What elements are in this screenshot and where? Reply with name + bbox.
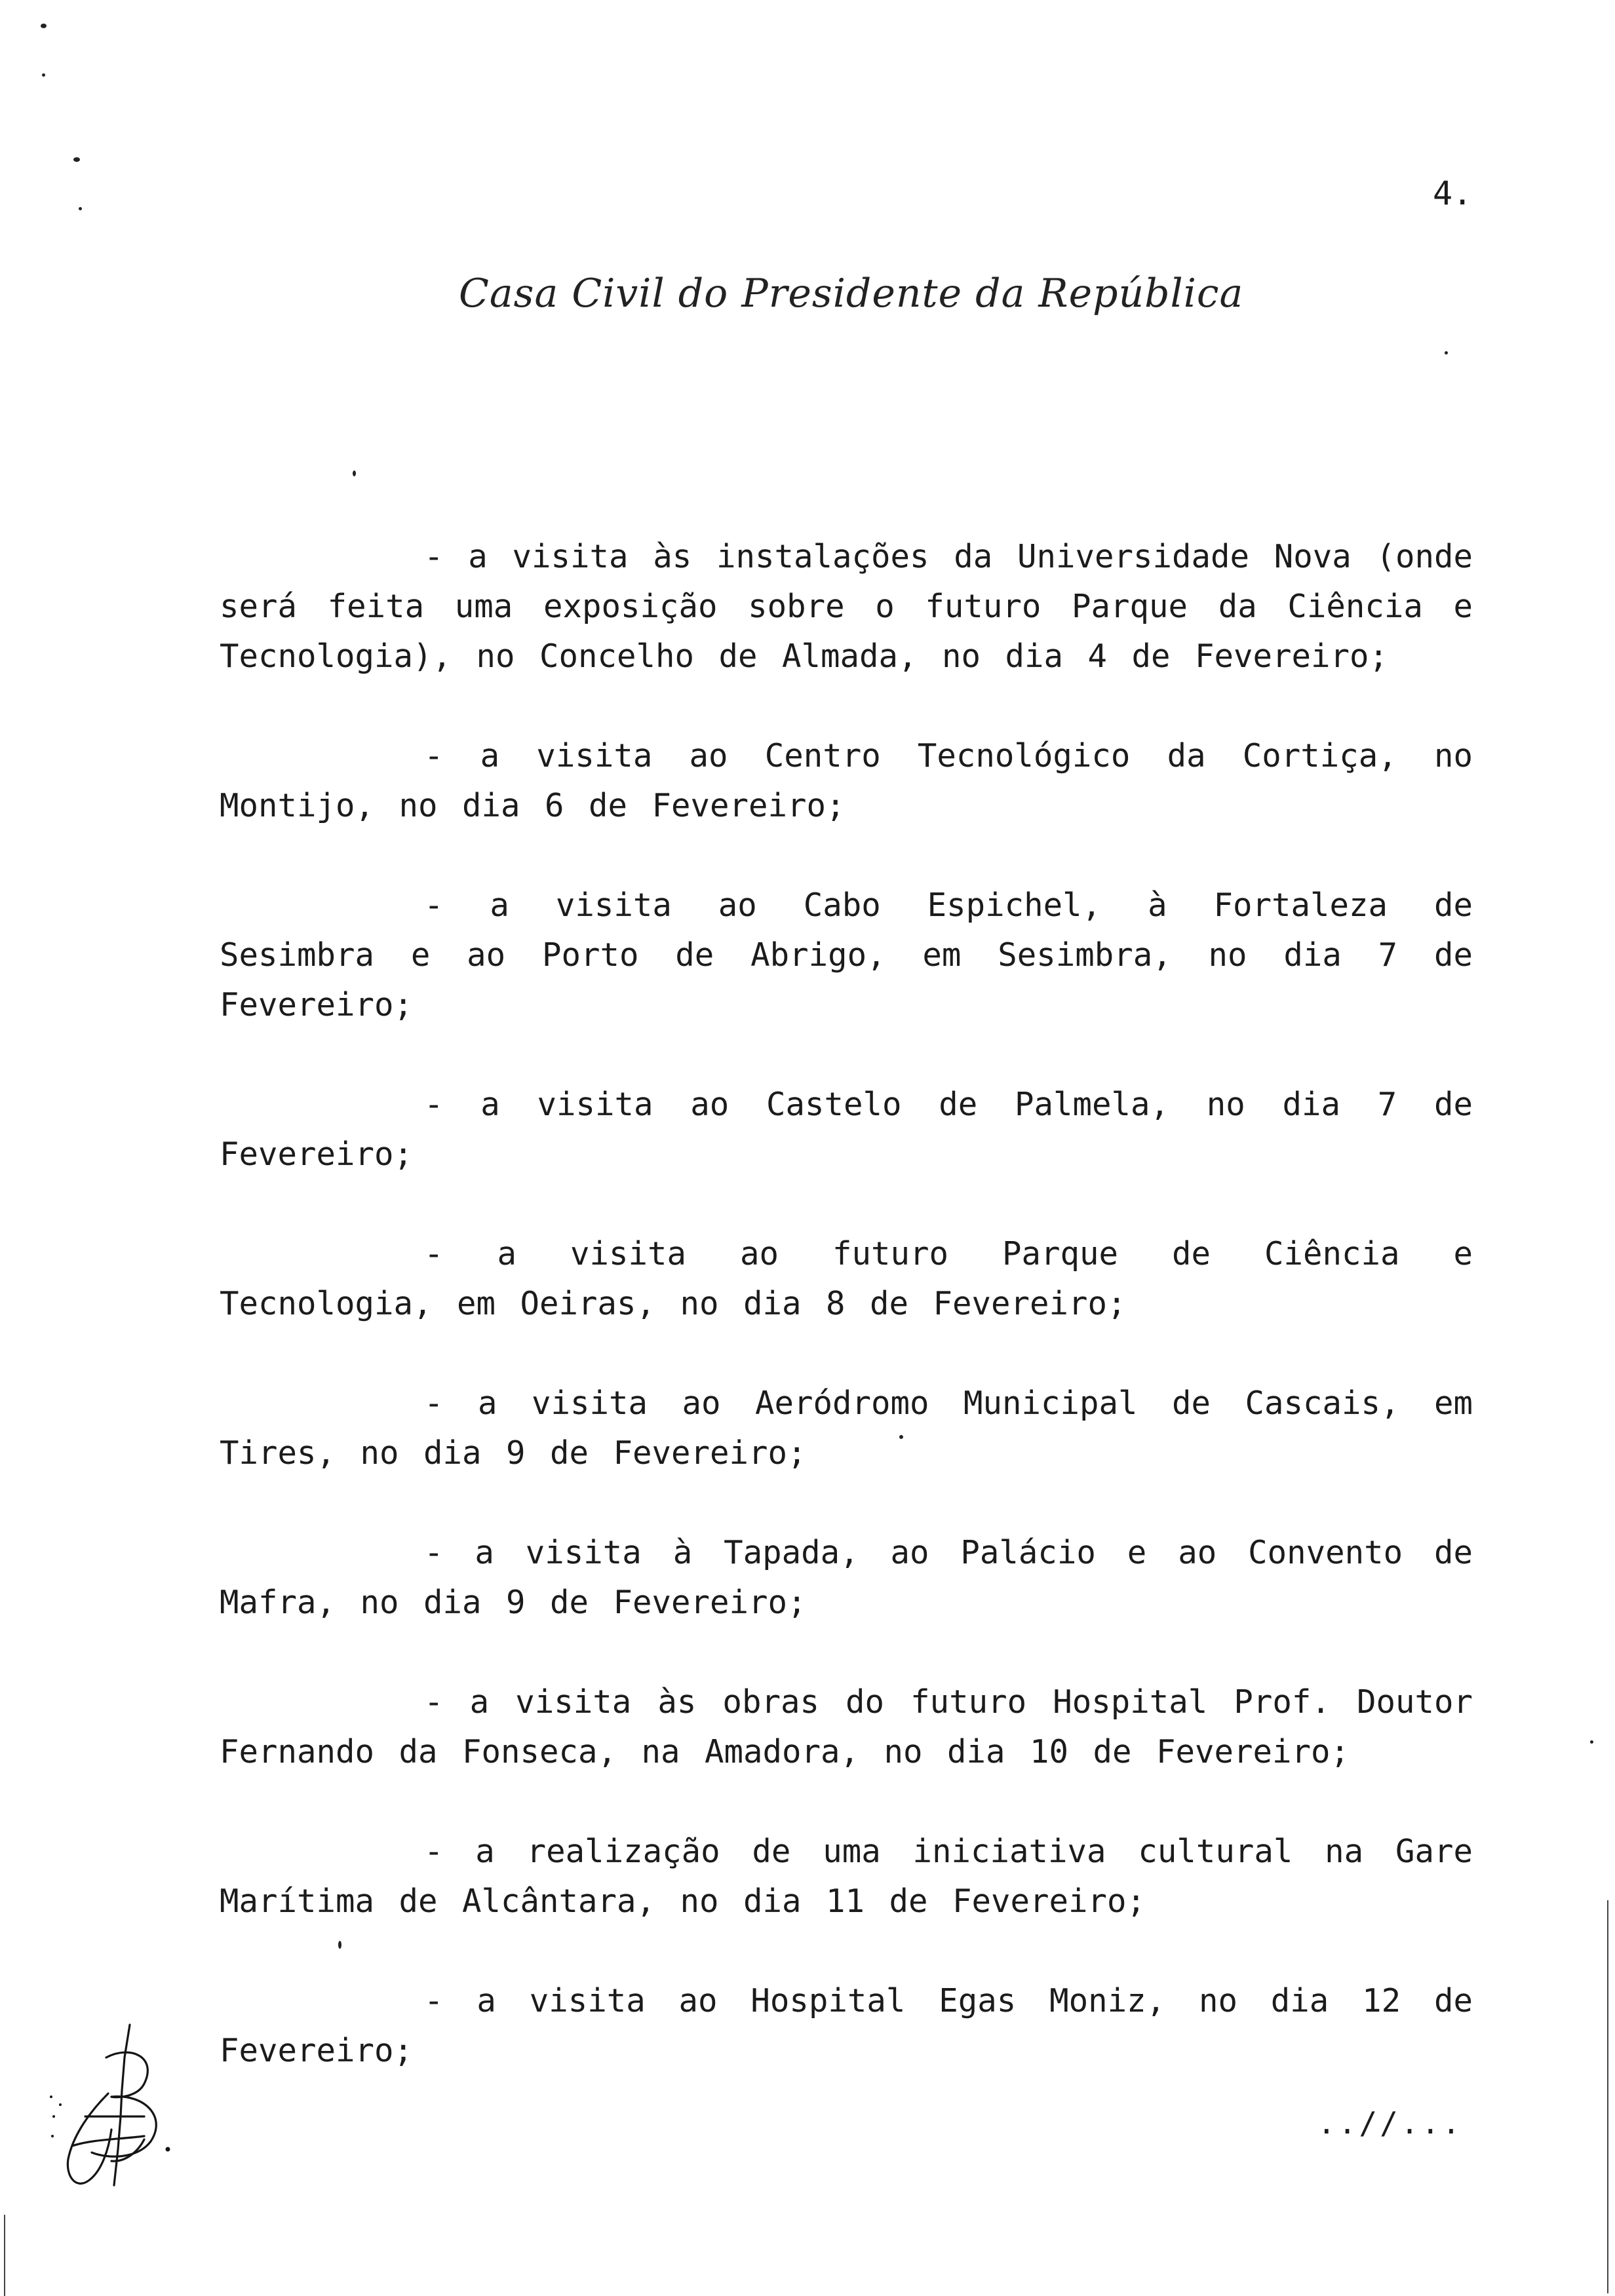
list-item: - a realização de uma iniciativa cultural na Gare Marítima de Alcântara, no dia 11 de Fevereiro;: [220, 1833, 1473, 1920]
list-item: - a visita ao futuro Parque de Ciência e Tecnologia, em Oeiras, no dia 8 de Fevereiro;: [220, 1235, 1473, 1322]
list-item: - a visita ao Centro Tecnológico da Cortiça, no Montijo, no dia 6 de Fevereiro;: [220, 737, 1473, 824]
list-item: - a visita à Tapada, ao Palácio e ao Convento de Mafra, no dia 9 de Fevereiro;: [220, 1534, 1473, 1621]
list-item: - a visita ao Castelo de Palmela, no dia 7 de Fevereiro;: [220, 1086, 1473, 1173]
list-item: - a visita às instalações da Universidade Nova (onde será feita uma exposição sobre o futuro Parque da Ciência e Tecnologia), no Concelho de Almada, no dia 4 de Fevereiro;: [220, 538, 1473, 675]
visit-list: [220, 532, 1473, 2076]
continuation-mark: ..//...: [1317, 2105, 1463, 2141]
scan-speck: [79, 207, 82, 210]
scan-speck: [1590, 1740, 1593, 1744]
scan-speck: [353, 470, 356, 476]
letterhead-title: Casa Civil do Presidente da República: [459, 271, 1244, 316]
list-item: - a visita às obras do futuro Hospital Prof. Doutor Fernando da Fonseca, na Amadora, no dia 10 de Fevereiro;: [220, 1683, 1473, 1770]
scan-speck: [1445, 351, 1448, 354]
scan-speck: [42, 73, 45, 77]
list-item: - a visita ao Cabo Espichel, à Fortaleza de Sesimbra e ao Porto de Abrigo, em Sesimbra, no dia 7 de Fevereiro;: [220, 887, 1473, 1024]
handwritten-signature: [46, 2018, 177, 2195]
page-number: 4.: [1433, 174, 1473, 212]
scan-speck: [73, 157, 80, 162]
list-item: - a visita ao Aeródromo Municipal de Cascais, em Tires, no dia 9 de Fevereiro;: [220, 1385, 1473, 1472]
scan-edge-line: [1607, 1900, 1608, 2293]
list-item: - a visita ao Hospital Egas Moniz, no dia 12 de Fevereiro;: [220, 1982, 1473, 2069]
scan-edge-line: [4, 2215, 5, 2296]
scan-speck: [41, 24, 47, 28]
